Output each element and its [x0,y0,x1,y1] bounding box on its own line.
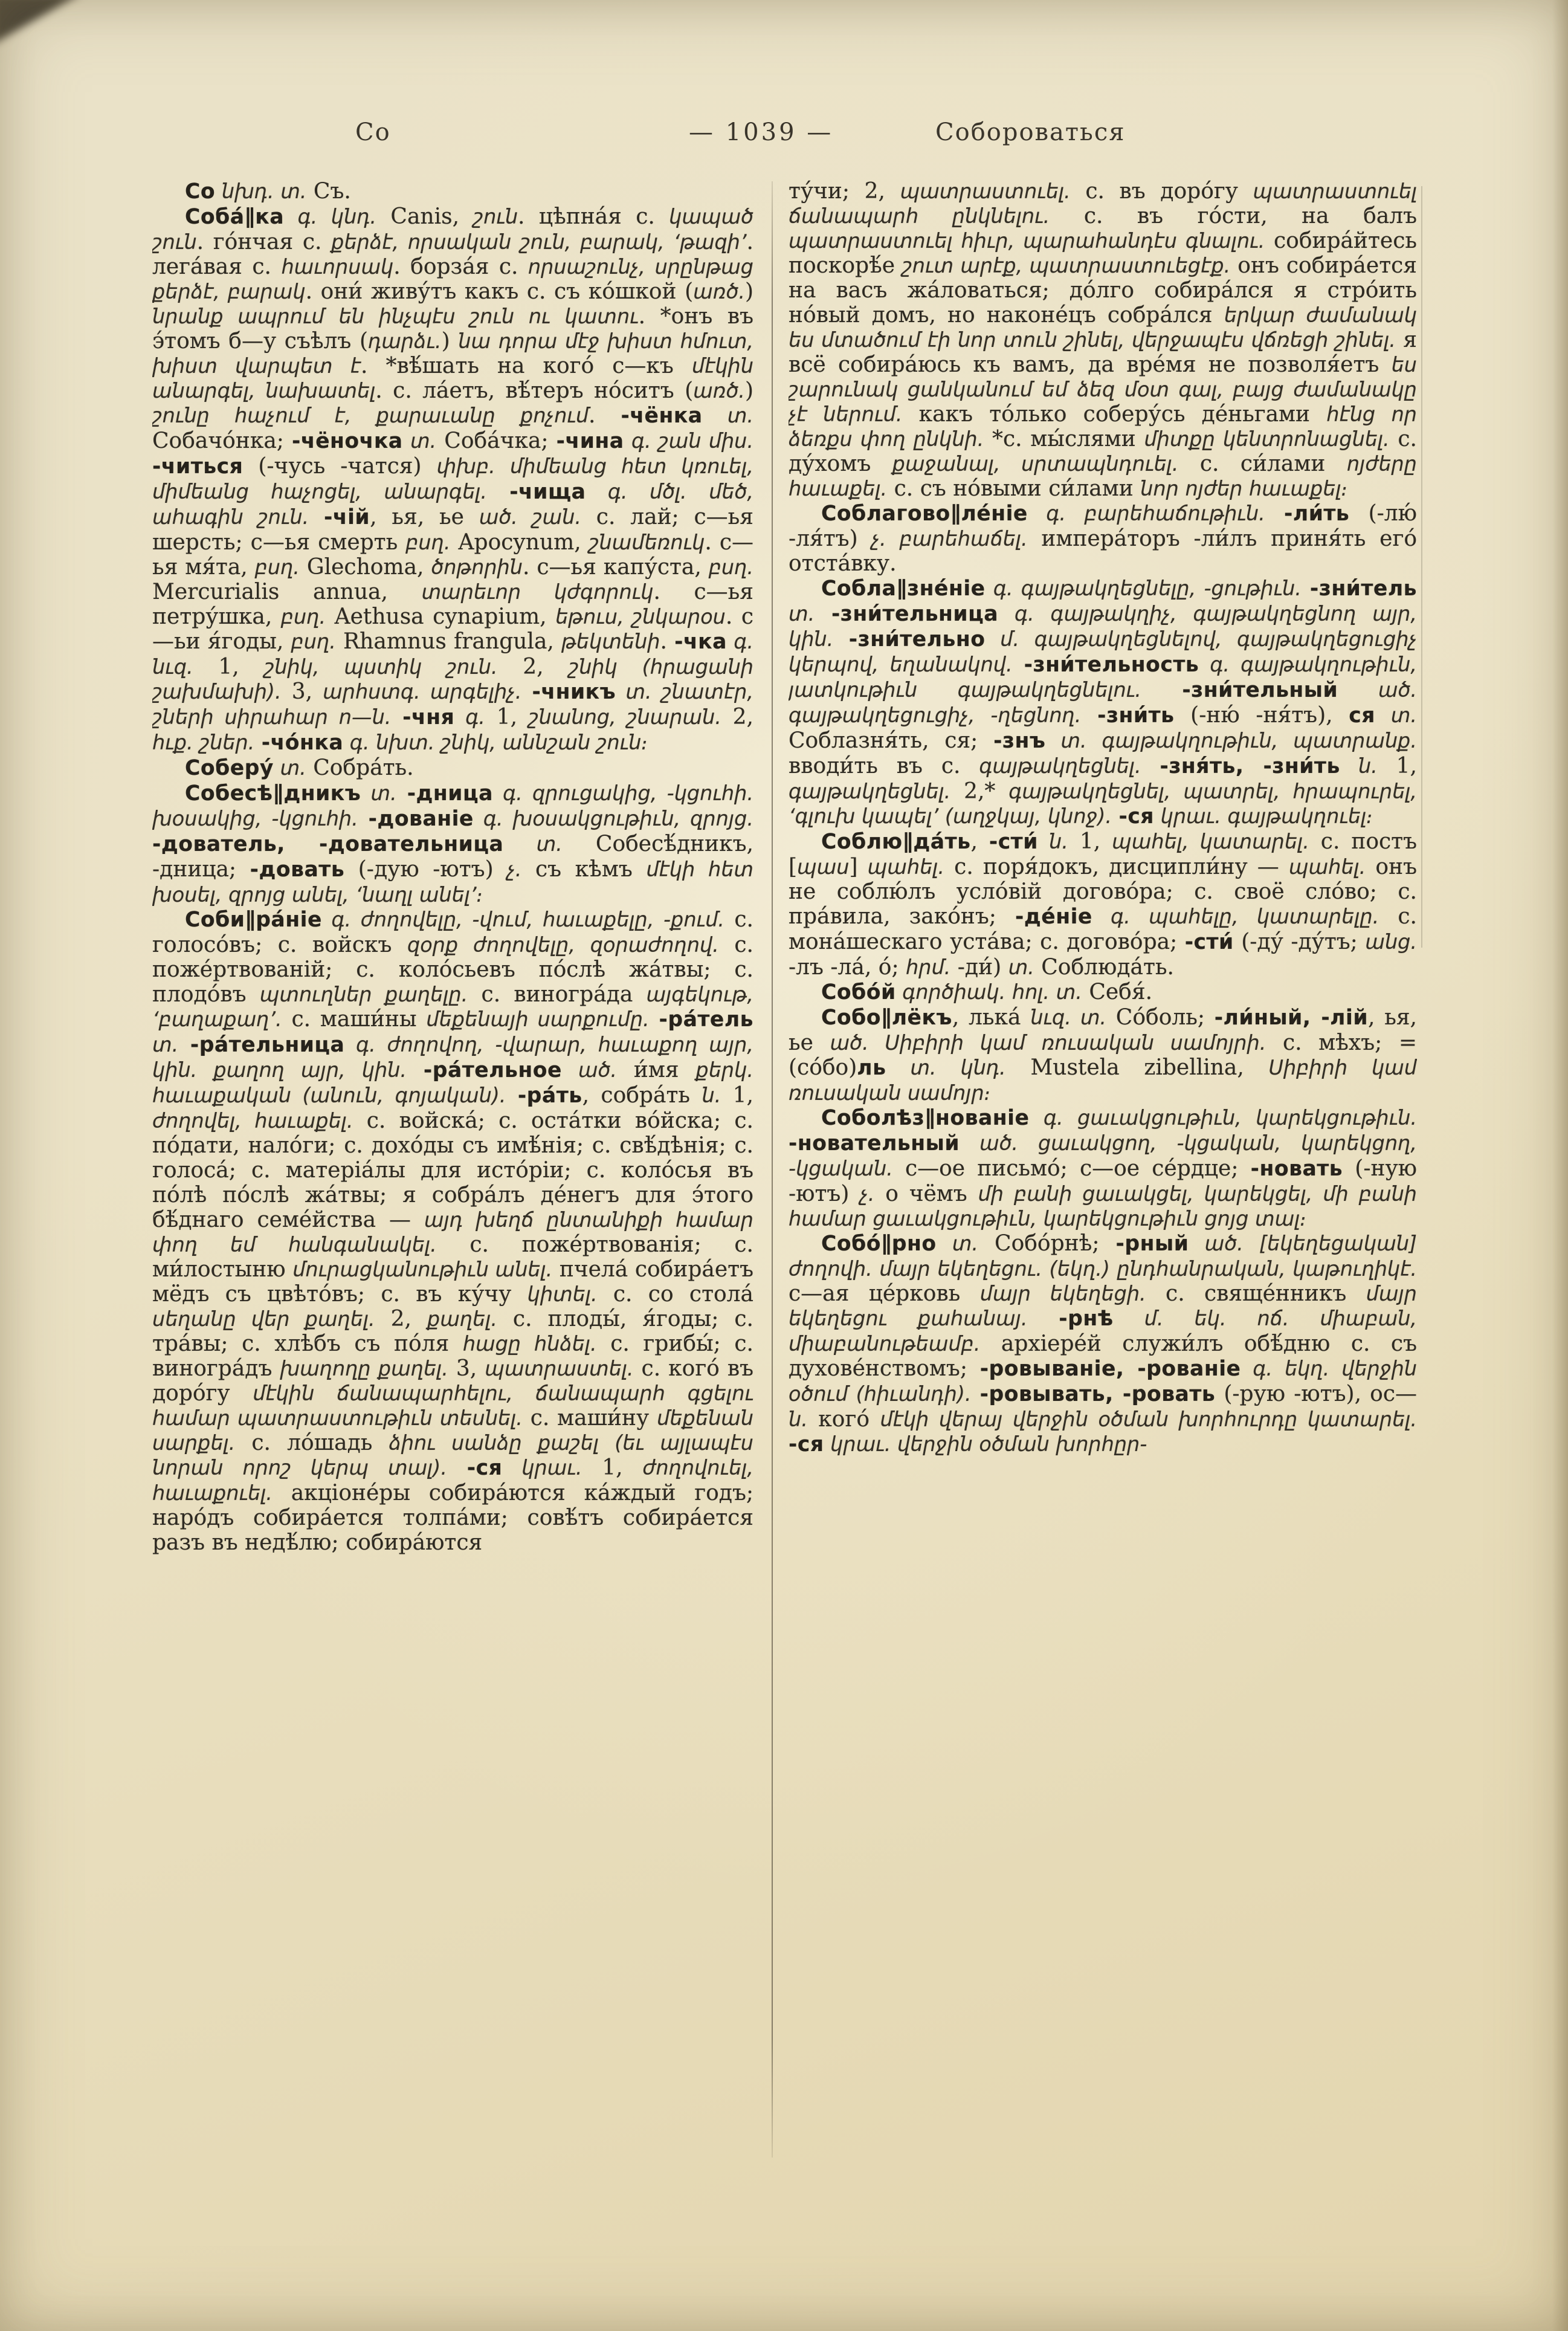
entry-paragraph: Соблю∥да́ть, -сти́ ն. 1, պահել, կատարել. с. постъ [պաս] պահել. с. поря́докъ, дисципли́ну — պահել. онъ не соблю́лъ усло́вій догово́ра; с. своё сло́во; с. пра́вила, зако́нъ; -де́ніе գ. պահելը, կատարելը. с. мона́шескаго уста́ва; с. догово́ра; -сти́ (-ду́ -ду́тъ; անց. -лъ -ла́, о́; հրմ. -ди́) տ. Соблюда́ть. [789,829,1417,980]
page-number: — 1039 — [689,118,834,146]
entry-paragraph: Соберу́ տ. Собра́ть. [185,755,414,780]
left-column [152,179,753,1555]
entry-paragraph: Собо́∥рно տ. Собо́рнѣ; -рный ած. [եկեղեցական] ժողովի. մայր եկեղեցու. (եկղ.) ընդհանրական, կաթուղիկէ. с—ая це́рковь մայր եկեղեցի. с. свяще́нникъ մայր եկեղեցու քահանայ. -рнѣ մ. եկ. ոճ. միաբան, միաբանութեամբ. архіере́й служи́лъ обѣ́дню с. съ духове́нствомъ; -ровываніе, -рованіе գ. եկղ. վերջին օծում (հիւանդի). -ровывать, -ровать (-рую -ютъ), ос— ն. кого́ մէկի վերայ վերջին օծման խորհուրդը կատարել. -ся կրաւ. վերջին օծման խորհըր- [789,1231,1417,1456]
page-edge-shadow [1552,0,1568,2331]
page-corner-shadow [0,0,82,45]
entry-paragraph: Соболѣз∥нованіе գ. ցաւակցութիւն, կարեկցութիւն. -новательный ած. ցաւակցող, -կցական, կարեկցող, -կցական. с—ое письмо́; с—ое се́рдце; -новать (-ную -ютъ) չ. о чёмъ մի բանի ցաւակցել, կարեկցել, մի բանի համար ցաւակցութիւն, կարեկցութիւն ցոյց տալ։ [789,1106,1417,1230]
running-header [0,118,1568,155]
right-column [789,179,1417,1555]
entry-paragraph: Собла∥зне́ніе գ. գայթակղեցնելը, -ցութիւն. -зни́тель տ. -зни́тельница գ. գայթակղիչ, գայթակղեցնող այր, կին. -зни́тельно մ. գայթակղեցնելով, գայթակղեցուցիչ կերպով, եղանակով. -зни́тельность գ. գայթակղութիւն, յատկութիւն գայթակղեցնելու. -зни́тельный ած. գայթակղեցուցիչ, -ղեցնող. -зни́ть (-ню́ -ня́тъ), ся տ. Соблазня́ть, ся; -знъ տ. գայթակղութիւն, պատրանք. вводи́ть въ с. գայթակղեցնել. -зня́ть, -зни́ть ն. 1, գայթակղեցնել. 2,* գայթակղեցնել, պատրել, հրապուրել, ‘գլուխ կապել’ (աղջկայ, կնոջ). -ся կրաւ. գայթակղուել։ [789,577,1417,829]
page-edge-rule [1421,186,1422,948]
entry-paragraph: Собесѣ∥дникъ տ. -дница գ. զրուցակից, -կցուհի. խօսակից, -կցուհի. -дованіе գ. խօսակցութիւն, զրոյց. -дователь, -довательница տ. Собесѣ́дникъ, -дница; -довать (-дую -ютъ) չ. съ кѣмъ մէկի հետ խօսել, զրոյց անել, ‘նաղլ անել’։ [152,781,753,907]
entry-paragraph: Со նխդ. տ. Съ. [185,179,351,204]
entry-paragraph: ту́чи; 2, պատրաստուել. с. въ доро́гу պատրաստուել ճանապարհ ընկնելու. с. въ го́сти, на балъ պատրաստուել հիւր, պարահանդէս գնալու. собира́йтесь поскорѣ́е շուտ արէք, պատրաստուեցէք. онъ собира́ется на васъ жа́ловаться; до́лго собира́лся я стро́ить но́вый домъ, но наконе́цъ собра́лся երկար ժամանակ ես մտածում էի նոր տուն շինել, վերջապէս վճռեցի շինել. я всё собира́юсь къ вамъ, да вре́мя не позволя́етъ ես շարունակ ցանկանում եմ ձեզ մօտ գալ, բայց ժամանակը չէ ներում. какъ то́лько соберу́сь де́ньгами հէնց որ ձեռքս փող ընկնի. *с. мы́слями միտքը կենտրոնացնել. с. ду́хомъ քաջանալ, սրտապնդուել. с. си́лами ոյժերը հաւաքել. с. съ но́выми си́лами նոր ոյժեր հաւաքել։ [789,179,1417,501]
entry-paragraph: Соби∥ра́ніе գ. ժողովելը, -վում, հաւաքելը, -քում. с. голосо́въ; с. войскъ զօրք ժողովելը, զօրաժողով. с. поже́ртвованій; с. коло́сьевъ по́слѣ жа́твы; с. плодо́въ պտուղներ քաղելը. с. виногра́да այգեկութ, ‘բաղաքաղ’. с. маши́ны մեքենայի սարքումը. -ра́тель տ. -ра́тельница գ. ժողովող, -վարար, հաւաքող այր, կին. քաղող այր, կին. -ра́тельное ած. и́мя քերկ. հաւաքական (անուն, գոյական). -ра́ть, собра́ть ն. 1, ժողովել, հաւաքել. с. войска́; с. оста́тки во́йска; с. по́дати, нало́ги; с. дохо́ды съ имѣ́нія; с. свѣ́дѣнія; с. голоса́; с. матеріа́лы для исто́ріи; с. коло́сья въ по́лѣ по́слѣ жа́твы; я собра́лъ де́негъ для э́того бѣ́днаго семе́йства — այդ խեղճ ընտանիքի համար փող եմ հանգանակել. с. поже́ртвованія; с. ми́лостыню մուրացկանութիւն անել. пчела́ собира́етъ мёдъ съ цвѣто́въ; с. въ ку́чу կիտել. с. со стола́ սեղանը վեր քաղել. 2, քաղել. с. плоды́, я́годы; с. тра́вы; с. хлѣбъ съ по́ля հացը հնձել. с. грибы́; с. виногра́дъ խաղողը քաղել. 3, պատրաստել. с. кого́ въ доро́гу մէկին ճանապարհելու, ճանապարհ գցելու համար պատրաստութիւն տեսնել. с. маши́ну մեքենան սարքել. с. ло́шадь ձիու սանձը քաշել (եւ այլապէս նորան որոշ կերպ տալ). -ся կրաւ. 1, ժողովուել, հաւաքուել. акціоне́ры собира́ются ка́ждый годъ; наро́дъ собира́ется толпа́ми; совѣ́тъ собира́ется разъ въ недѣ́лю; собира́ются [152,907,753,1555]
entry-paragraph: Собо́й գործիակ. հոլ. տ. Себя́. [821,980,1153,1004]
guide-word-left: Со [355,118,391,146]
guide-word-right: Собороваться [935,118,1126,146]
entry-paragraph: Соблагово∥ле́ніе գ. բարեհաճութիւն. -ли́ть (-лю́ -ля́тъ) չ. բարեհաճել. импера́торъ -ли́лъ приня́ть его́ отста́вку. [789,501,1417,576]
entry-paragraph: Собо∥лёкъ, лька́ նւզ. տ. Со́боль; -ли́ный, -лій, ья, ье ած. Սիբիրի կամ ռուսական սամոյրի. с. мѣхъ; =(со́бо)ль տ. կնդ. Mustela zibellina, Սիբիրի կամ ռուսական սամոյր։ [789,1005,1417,1105]
text-columns [152,179,1417,1555]
entry-paragraph: Соба́∥ка գ. կնդ. Canis, շուն. цѣпна́я с. կապած շուն. го́нчая с. քերձէ, որսական շուն, բարակ, ‘թազի’. лега́вая с. հաւորսակ. борза́я с. որսաշունչ, սրընթաց քերձէ, բարակ. они́ живу́тъ какъ с. съ ко́шкой (առծ.) նրանք ապրում են ինչպէս շուն ու կատու. *онъ въ э́томъ б—у съѣлъ (դարձւ.) նա դորա մէջ խիստ հմուտ, խիստ վարպետ է. *вѣ́шать на кого́ с—къ մէկին անարգել, նախատել. с. ла́етъ, вѣ́теръ но́ситъ (առծ.) շունը հաչում է, քարաւանը քոչում. -чёнка տ. Собачо́нка; -чёночка տ. Соба́чка; -чина գ. շան միս. -читься (-чусь -чатся) փխբ. միմեանց հետ կռուել, միմեանց հաչոցել, անարգել. -чища գ. մծլ. մեծ, ահագին շուն. -чій, ья, ье ած. շան. с. лай; с—ья шерсть; с—ья смерть բսղ. Apocynum, շնամեռուկ. с—ья мя́та, բսղ. Glechoma, ծոթորին. с—ья капу́ста, բսղ. Mercurialis annua, տարեւոր կժգորուկ. с—ья петру́шка, բսղ. Aethusa cynapium, եթուս, շնկարօս. с—ьи я́годы, բսղ. Rhamnus frangula, թեկտենի. -чка գ. նւզ. 1, շնիկ, պստիկ շուն. 2, շնիկ (հրացանի շախմախի). 3, արհստգ. արգելիչ. -чникъ տ. շնատէր, շների սիրահար ո—ն. -чня գ. 1, շնանոց, շնարան. 2, հւք. շներ. -чо́нка գ. նխտ. շնիկ, աննշան շուն։ [152,204,753,755]
